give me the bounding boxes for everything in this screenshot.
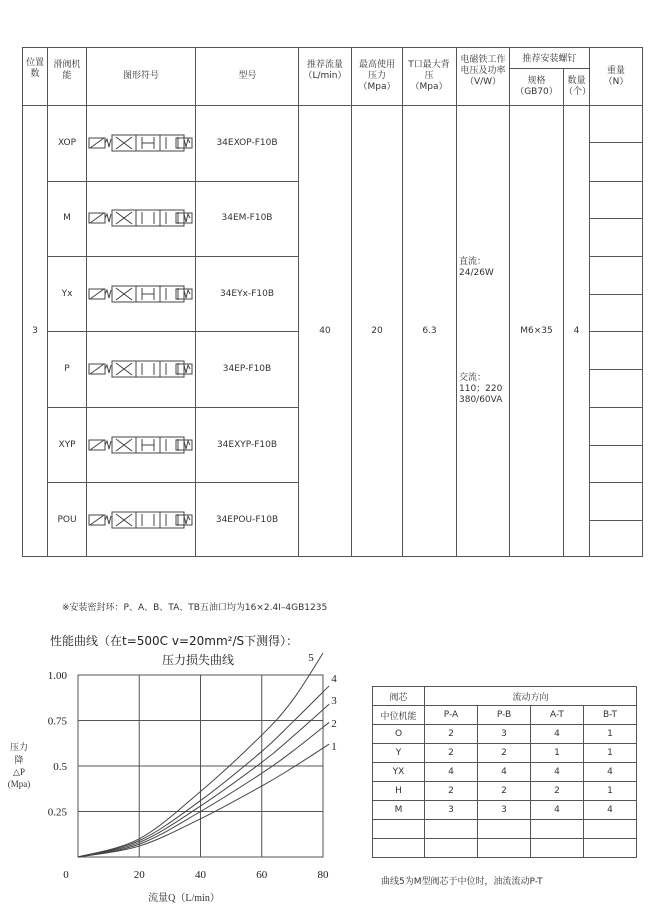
header-weight: 重量 （N） (603, 66, 629, 87)
row-function: XOP (57, 138, 77, 148)
header-position: 位置数 (25, 58, 44, 79)
flow-direction-table (372, 686, 637, 858)
row-model: 34EYx-F10B (219, 289, 274, 299)
row-function: M (63, 213, 71, 223)
series-label: 5 (308, 652, 314, 664)
table-row: H 2 2 2 1 (373, 782, 637, 801)
dc-spec: 直流： 24/26W (459, 257, 494, 278)
row-function: XYP (58, 440, 76, 450)
ylabel-line: (Mpa) (7, 779, 31, 789)
header-pressure: 最高使用压力 （Mpa） (358, 60, 396, 92)
ylabel-line: 降 (14, 755, 24, 765)
t-port-value: 6.3 (422, 326, 437, 336)
x-tick-label: 20 (133, 869, 145, 881)
header-symbol: 图形符号 (122, 71, 159, 81)
row-model: 34EPOU-F10B (215, 515, 279, 525)
ylabel-line: △P (13, 767, 25, 777)
flow-table-col: A-T (531, 706, 584, 725)
valve-symbol-icon (89, 210, 192, 226)
x-tick-label: 0 (63, 869, 69, 881)
table-row (373, 820, 637, 839)
series-line-4 (78, 686, 329, 857)
table-row (373, 839, 637, 858)
valve-symbol-icon (89, 512, 192, 528)
valve-symbol-icon (89, 135, 192, 151)
flow-table-header-function: 中位机能 (373, 706, 425, 725)
table-row: YX 4 4 4 4 (373, 763, 637, 782)
header-solenoid: 电磁铁工作电压及功率 （V/W） (460, 55, 506, 87)
y-tick-label: 0.5 (53, 761, 67, 773)
header-bolt: 推荐安装螺钉 (522, 54, 577, 64)
series-label: 2 (331, 718, 337, 730)
header-t-port: T口最大背压 （Mpa） (408, 60, 450, 92)
series-line-1 (78, 744, 329, 857)
series-line-2 (78, 722, 329, 857)
header-bolt-qty: 数量 （个） (564, 76, 592, 97)
table-row: O 2 3 4 1 (373, 725, 637, 744)
series-label: 1 (331, 741, 337, 753)
seal-note: ※安装密封环：P、A、B、TA、TB五油口均为16×2.4I–4GB1235 (62, 603, 328, 613)
row-function: P (64, 364, 70, 374)
flow-table-header-core: 阀芯 (373, 687, 425, 706)
valve-symbol-icon (89, 437, 192, 453)
x-tick-label: 40 (195, 869, 206, 881)
flow-table-note: 曲线5为M型阀芯于中位时，油流流动P-T (381, 877, 543, 887)
x-tick-label: 60 (256, 869, 268, 881)
pressure-loss-chart (0, 645, 360, 915)
position-count: 3 (32, 326, 38, 336)
pressure-value: 20 (371, 326, 383, 336)
header-bolt-spec: 规格 （GB70） (515, 76, 558, 97)
y-tick-label: 0.25 (47, 806, 67, 819)
valve-symbol-icon (89, 286, 192, 302)
flow-table-col: P-A (425, 706, 478, 725)
flow-value: 40 (319, 326, 331, 336)
bolt-spec-value: M6×35 (520, 326, 553, 336)
header-function: 滑阀机能 (53, 60, 81, 81)
series-label: 3 (331, 695, 337, 707)
chart-title: 压力损失曲线 (161, 653, 235, 667)
row-function: Yx (61, 289, 73, 299)
flow-table-col: P-B (478, 706, 531, 725)
header-flow: 推荐流量 （L/min） (303, 60, 347, 81)
bolt-qty-value: 4 (573, 326, 580, 336)
row-model: 34EP-F10B (222, 364, 272, 374)
row-function: POU (57, 515, 77, 525)
series-label: 4 (331, 673, 337, 685)
flow-table-header-direction: 流动方向 (425, 687, 637, 706)
header-model: 型号 (238, 71, 257, 81)
y-tick-label: 0.75 (47, 715, 67, 728)
performance-title: 性能曲线（在t=500C v=20mm²/S下测得）： (50, 634, 299, 648)
y-tick-label: 1.00 (47, 670, 67, 682)
x-tick-label: 80 (317, 869, 329, 881)
valve-symbol-icon (89, 361, 192, 377)
ac-spec: 交流： 110；220 380/60VA (459, 373, 503, 405)
row-model: 34EXYP-F10B (216, 440, 278, 450)
table-row: Y 2 2 1 1 (373, 744, 637, 763)
table-row: M 3 3 4 4 (373, 801, 637, 820)
row-model: 34EXOP-F10B (216, 138, 278, 148)
series-line-3 (78, 704, 329, 857)
flow-table-col: B-T (584, 706, 637, 725)
chart-xlabel: 流量Q（L/min） (148, 893, 220, 904)
row-model: 34EM-F10B (221, 213, 273, 223)
ylabel-line: 压力 (9, 742, 29, 752)
